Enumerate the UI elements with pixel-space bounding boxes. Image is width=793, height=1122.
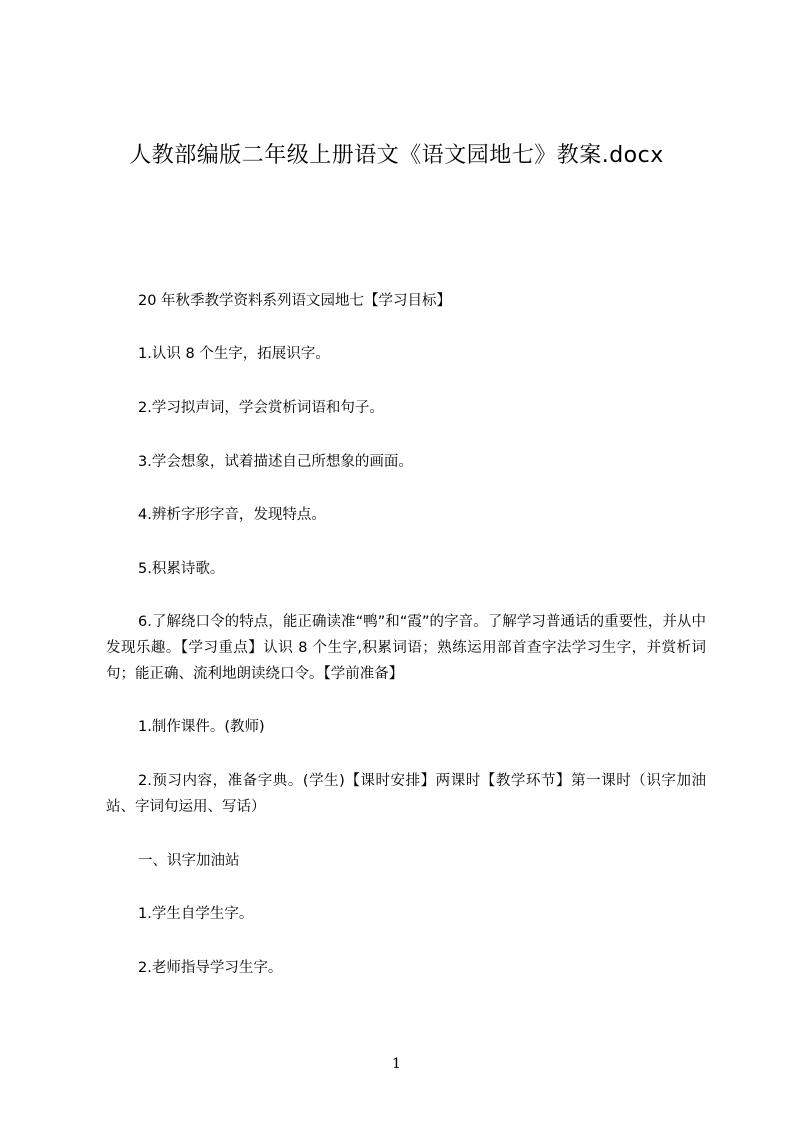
paragraph-goal-2: 2.学习拟声词，学会赏析词语和句子。	[138, 400, 384, 416]
paragraph-prep-2: 2.预习内容，准备字典。(学生)【课时安排】两课时【教学环节】第一课时（识字加油站、字词句运用、写话）	[106, 773, 706, 815]
paragraph-step-1: 1.学生自学生字。	[138, 906, 254, 922]
paragraph-goal-5: 5.积累诗歌。	[138, 561, 225, 577]
paragraph-goal-1: 1.认识 8 个生字，拓展识字。	[138, 346, 330, 362]
paragraph-step-2: 2.老师指导学习生字。	[138, 960, 283, 976]
paragraph-study-goals: 20 年秋季教学资料系列语文园地七【学习目标】	[138, 293, 452, 309]
paragraph-goal-3: 3.学会想象，试着描述自己所想象的画面。	[138, 454, 413, 470]
paragraph-goal-4: 4.辨析字形字音，发现特点。	[138, 507, 326, 523]
document-title: 人教部编版二年级上册语文《语文园地七》教案.docx	[129, 143, 664, 168]
section-heading-literacy: 一、识字加油站	[138, 853, 240, 869]
paragraph-prep-1: 1.制作课件。(教师)	[138, 719, 265, 735]
page-number: 1	[392, 1056, 401, 1072]
paragraph-goal-6: 6.了解绕口令的特点，能正确读准“鸭”和“霞”的字音。了解学习普通话的重要性，并从中发现乐趣。【学习重点】认识 8 个生字,积累词语；熟练运用部首查字法学习生字，并赏析词句；能正确、流利地朗读绕口令。【学前准备】	[106, 614, 706, 682]
